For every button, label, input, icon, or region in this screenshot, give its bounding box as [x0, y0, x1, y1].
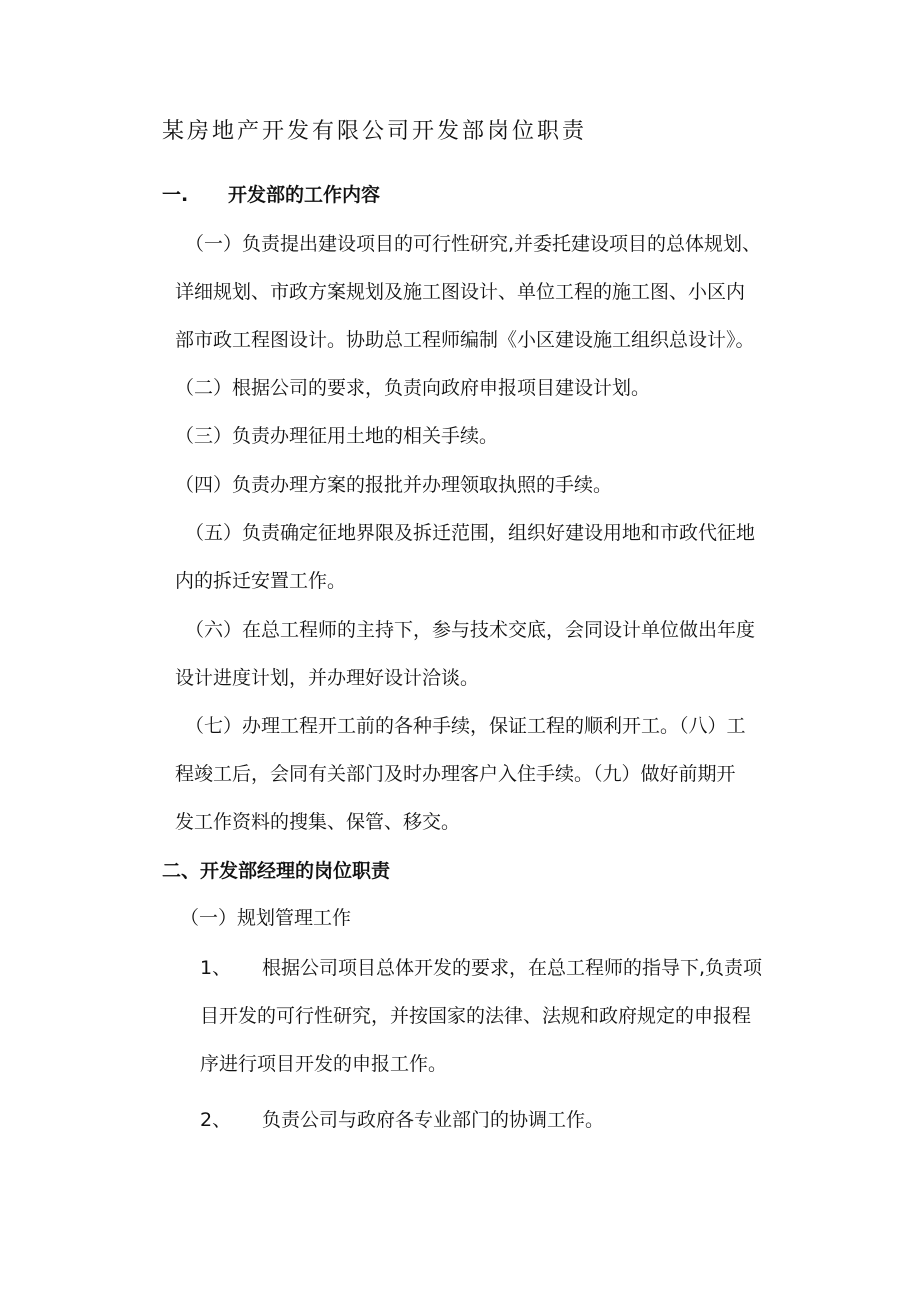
section-1-heading: [162, 180, 380, 207]
paragraph-line: （三）负责办理征用土地的相关手续。: [175, 425, 499, 447]
list-item-1-line: 序进行项目开发的申报工作。: [200, 1053, 448, 1075]
list-item-2: [200, 1096, 604, 1144]
section-1-title: 开发部的工作内容: [228, 184, 381, 206]
paragraph-line: 内的拆迁安置工作。: [175, 570, 347, 592]
paragraph-line: 发工作资料的搜集、保管、移交。: [175, 811, 461, 833]
list-item-1-text: 根据公司项目总体开发的要求，在总工程师的指导下,负责项: [262, 957, 763, 979]
paragraph-line: （七）办理工程开工前的各种手续，保证工程的顺利开工。（八）工: [185, 715, 746, 737]
document-title: 某房地产开发有限公司开发部岗位职责: [162, 119, 588, 144]
paragraph-line: （五）负责确定征地界限及拆迁范围，组织好建设用地和市政代征地: [185, 522, 756, 544]
paragraph-line: （一）负责提出建设项目的可行性研究,并委托建设项目的总体规划、: [185, 233, 762, 255]
list-item-1-number: 1、: [200, 957, 232, 979]
section-2-heading: 二、开发部经理的岗位职责: [162, 860, 391, 882]
paragraph-line: （四）负责办理方案的报批并办理领取执照的手续。: [175, 474, 613, 496]
paragraph-line: （二）根据公司的要求，负责向政府申报项目建设计划。: [175, 377, 651, 399]
paragraph-line: 程竣工后，会同有关部门及时办理客户入住手续。（九）做好前期开: [175, 763, 736, 785]
paragraph-line: 设计进度计划，并办理好设计洽谈。: [175, 667, 480, 689]
paragraph-line: 详细规划、市政方案规划及施工图设计、单位工程的施工图、小区内: [175, 281, 746, 303]
list-item-2-number: 2、: [200, 1109, 232, 1131]
section-1-number: 一.: [162, 184, 189, 206]
list-item-1-first-line: [200, 944, 762, 992]
subsection-heading: （一）规划管理工作: [180, 907, 352, 929]
paragraph-line: （六）在总工程师的主持下，参与技术交底，会同设计单位做出年度: [185, 619, 756, 641]
list-item-1-line: 目开发的可行性研究，并按国家的法律、法规和政府规定的申报程: [200, 1005, 752, 1027]
list-item-2-text: 负责公司与政府各专业部门的协调工作。: [262, 1109, 605, 1131]
paragraph-line: 部市政工程图设计。协助总工程师编制《小区建设施工组织总设计》。: [175, 329, 755, 351]
